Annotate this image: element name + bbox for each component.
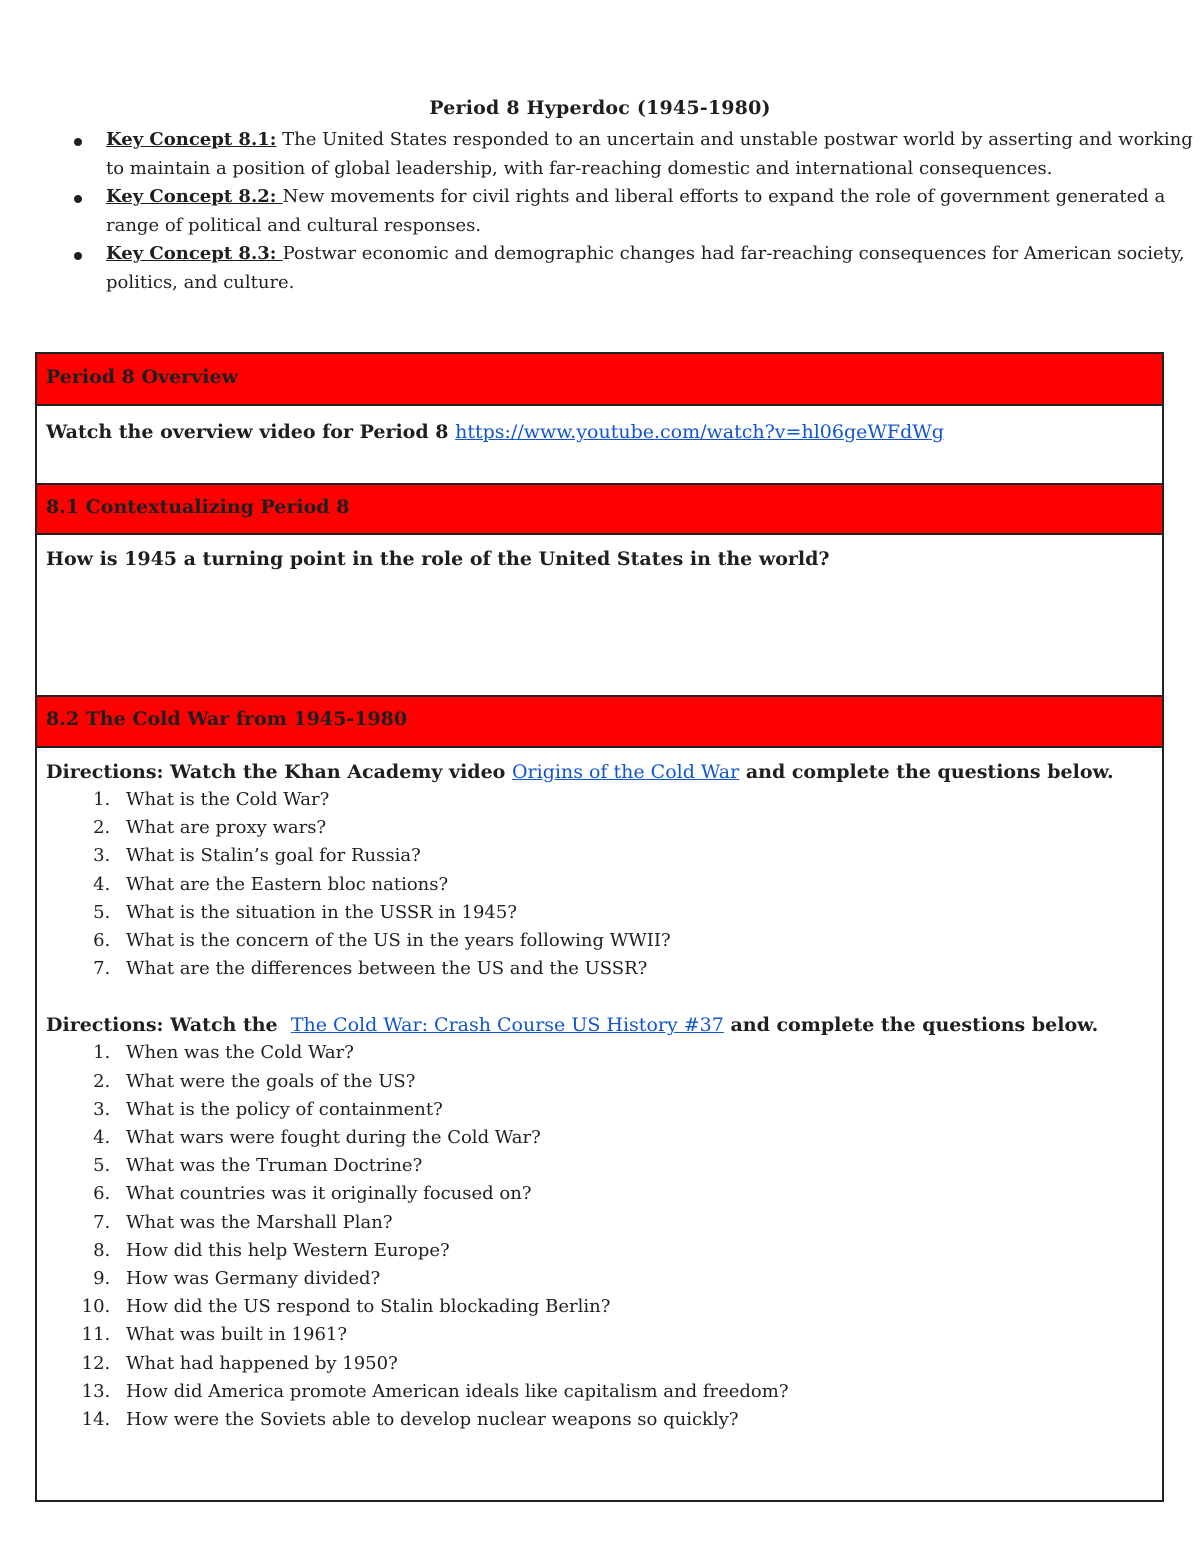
overview-header-row <box>37 354 1162 406</box>
key-concept-label: Key Concept 8.3: <box>106 243 283 264</box>
khan-video-link[interactable]: Origins of the Cold War <box>511 761 740 783</box>
contextualizing-header: 8.1 Contextualizing Period 8 <box>46 496 350 518</box>
question-item: 2. What were the goals of the US? <box>116 1068 1132 1096</box>
khan-directions <box>46 758 1132 786</box>
question-item: 3. What is Stalin’s goal for Russia? <box>116 842 1132 870</box>
overview-prompt <box>46 418 1132 446</box>
khan-directions-text: Directions: Watch the Khan Academy video <box>46 761 512 783</box>
contextualizing-question: How is 1945 a turning point in the role of the United States in the world? <box>46 548 830 570</box>
key-concept-text: New movements for civil rights and liberal efforts to expand the role of government generated a range of political and cultural responses. <box>106 186 1166 236</box>
question-item: 8. How did this help Western Europe? <box>116 1237 1132 1265</box>
overview-header: Period 8 Overview <box>46 366 238 388</box>
question-item: 10. How did the US respond to Stalin blockading Berlin? <box>116 1293 1132 1321</box>
khan-directions-tail: and complete the questions below. <box>739 761 1114 783</box>
overview-video-link[interactable]: https://www.youtube.com/watch?v=hl06geWFdWg <box>455 421 944 443</box>
khan-questions-list <box>46 786 1132 983</box>
question-item: 4. What wars were fought during the Cold War? <box>116 1124 1132 1152</box>
spacer <box>46 983 1132 1011</box>
question-item: 4. What are the Eastern bloc nations? <box>116 871 1132 899</box>
key-concept-item <box>106 183 1200 240</box>
crash-course-questions-list <box>46 1039 1132 1434</box>
question-item: 6. What is the concern of the US in the years following WWII? <box>116 927 1132 955</box>
question-item: 7. What are the differences between the US and the USSR? <box>116 955 1132 983</box>
question-item: 1. When was the Cold War? <box>116 1039 1132 1067</box>
key-concept-label: Key Concept 8.1: <box>106 129 277 150</box>
question-item: 12. What had happened by 1950? <box>116 1350 1132 1378</box>
key-concept-text: The United States responded to an uncertain and unstable postwar world by asserting and working to maintain a position of global leadership, with far-reaching domestic and international consequences. <box>106 129 1193 179</box>
cold-war-content <box>46 758 1132 1434</box>
cold-war-body-row <box>37 748 1162 1500</box>
question-item: 6. What countries was it originally focused on? <box>116 1180 1132 1208</box>
question-item: 5. What was the Truman Doctrine? <box>116 1152 1132 1180</box>
question-item: 5. What is the situation in the USSR in 1945? <box>116 899 1132 927</box>
key-concept-text: Postwar economic and demographic changes had far-reaching consequences for American society, politics, and culture. <box>106 243 1185 293</box>
hyperdoc-table <box>35 352 1164 1502</box>
overview-body-row <box>37 406 1162 485</box>
key-concept-item <box>106 240 1200 297</box>
key-concept-item <box>106 126 1200 183</box>
key-concepts-list <box>62 126 1200 297</box>
key-concept-label: Key Concept 8.2: <box>106 186 283 207</box>
question-item: 11. What was built in 1961? <box>116 1321 1132 1349</box>
cold-war-header-row <box>37 697 1162 748</box>
cold-war-header: 8.2 The Cold War from 1945-1980 <box>46 708 408 730</box>
question-item: 7. What was the Marshall Plan? <box>116 1209 1132 1237</box>
overview-prompt-text: Watch the overview video for Period 8 <box>46 421 456 443</box>
contextualizing-header-row <box>37 485 1162 535</box>
crash-course-directions-text: Directions: Watch the <box>46 1014 291 1037</box>
question-item: 14. How were the Soviets able to develop nuclear weapons so quickly? <box>116 1406 1132 1434</box>
question-item: 9. How was Germany divided? <box>116 1265 1132 1293</box>
crash-course-directions-tail: and complete the questions below. <box>723 1014 1099 1037</box>
crash-course-directions <box>46 1011 1132 1039</box>
question-item: 1. What is the Cold War? <box>116 786 1132 814</box>
crash-course-video-link[interactable]: The Cold War: Crash Course US History #37 <box>290 1014 724 1037</box>
question-item: 13. How did America promote American ideals like capitalism and freedom? <box>116 1378 1132 1406</box>
document-title: Period 8 Hyperdoc (1945-1980) <box>429 97 771 119</box>
contextualizing-body-row <box>37 535 1162 697</box>
question-item: 2. What are proxy wars? <box>116 814 1132 842</box>
question-item: 3. What is the policy of containment? <box>116 1096 1132 1124</box>
